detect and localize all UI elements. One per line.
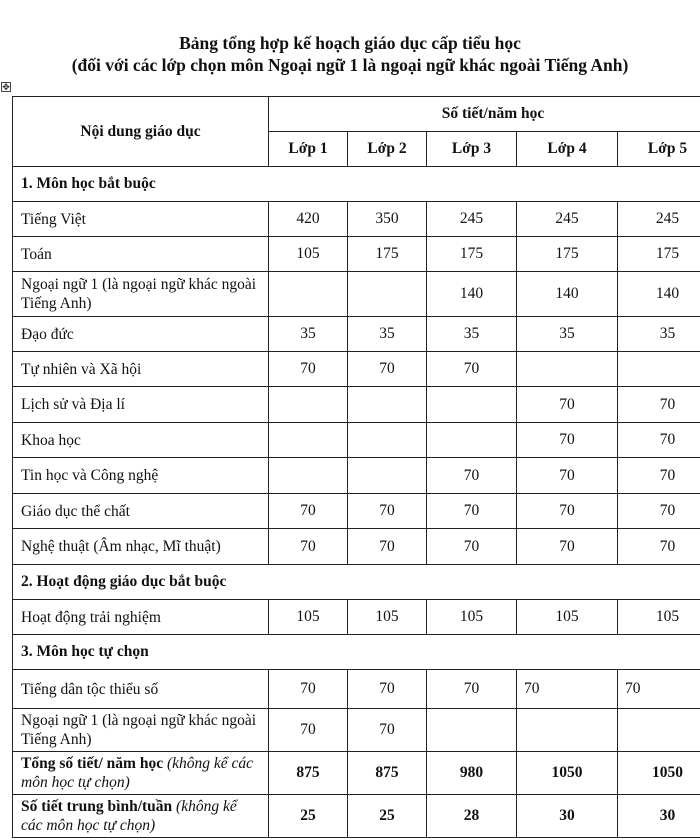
table-row bbox=[13, 458, 700, 494]
table-subtitle: (đối với các lớp chọn môn Ngoại ngữ 1 là ngoại ngữ khác ngoài Tiếng Anh) bbox=[71, 55, 629, 75]
cell-value: 245 bbox=[618, 202, 700, 237]
cell-value: 35 bbox=[517, 317, 618, 352]
row-label: Lịch sử và Địa lí bbox=[13, 387, 269, 423]
total-note: (không kể các môn học tự chọn) bbox=[21, 798, 237, 834]
grade-header: Lớp 1 bbox=[269, 132, 348, 167]
cell-value: 105 bbox=[269, 600, 348, 635]
table-row bbox=[13, 387, 700, 423]
periods-header: Số tiết/năm học bbox=[269, 97, 700, 132]
grade-header: Lớp 5 bbox=[618, 132, 700, 167]
education-plan-table bbox=[12, 96, 700, 838]
cell-value: 1050 bbox=[618, 752, 700, 795]
cell-value: 70 bbox=[618, 529, 700, 565]
cell-value: 35 bbox=[269, 317, 348, 352]
total-label bbox=[13, 795, 269, 838]
cell-value: 140 bbox=[618, 272, 700, 317]
row-label: Nghệ thuật (Âm nhạc, Mĩ thuật) bbox=[13, 529, 269, 565]
cell-value: 70 bbox=[517, 670, 618, 709]
total-label-bold: Số tiết trung bình/tuần bbox=[21, 798, 173, 815]
cell-value: 105 bbox=[618, 600, 700, 635]
cell-value: 70 bbox=[269, 494, 348, 529]
cell-value: 28 bbox=[427, 795, 517, 838]
table-row bbox=[13, 494, 700, 529]
cell-value bbox=[517, 352, 618, 387]
cell-value: 70 bbox=[517, 529, 618, 565]
cell-value: 175 bbox=[517, 237, 618, 272]
cell-value: 70 bbox=[348, 529, 427, 565]
table-row bbox=[13, 709, 700, 752]
table-row bbox=[13, 272, 700, 317]
cell-value: 35 bbox=[427, 317, 517, 352]
cell-value: 70 bbox=[269, 709, 348, 752]
cell-value bbox=[427, 709, 517, 752]
row-label: Tin học và Công nghệ bbox=[13, 458, 269, 494]
section-row bbox=[13, 565, 700, 600]
cell-value bbox=[348, 387, 427, 423]
cell-value: 105 bbox=[517, 600, 618, 635]
cell-value: 70 bbox=[348, 494, 427, 529]
cell-value: 70 bbox=[517, 387, 618, 423]
cell-value: 245 bbox=[517, 202, 618, 237]
cell-value: 105 bbox=[348, 600, 427, 635]
cell-value: 175 bbox=[348, 237, 427, 272]
total-label bbox=[13, 752, 269, 795]
cell-value: 70 bbox=[348, 709, 427, 752]
table-row bbox=[13, 352, 700, 387]
cell-value bbox=[618, 352, 700, 387]
total-row bbox=[13, 795, 700, 838]
grade-header: Lớp 2 bbox=[348, 132, 427, 167]
cell-value: 70 bbox=[427, 458, 517, 494]
cell-value bbox=[348, 458, 427, 494]
cell-value: 70 bbox=[618, 387, 700, 423]
grade-header: Lớp 4 bbox=[517, 132, 618, 167]
cell-value: 350 bbox=[348, 202, 427, 237]
cell-value: 140 bbox=[517, 272, 618, 317]
cell-value: 70 bbox=[618, 670, 700, 709]
section-title: 1. Môn học bắt buộc bbox=[13, 167, 700, 202]
move-cross-icon[interactable]: ✥ bbox=[2, 83, 10, 93]
cell-value: 875 bbox=[269, 752, 348, 795]
cell-value bbox=[348, 272, 427, 317]
cell-value bbox=[618, 709, 700, 752]
cell-value: 30 bbox=[517, 795, 618, 838]
row-label: Hoạt động trải nghiệm bbox=[13, 600, 269, 635]
cell-value: 25 bbox=[348, 795, 427, 838]
cell-value bbox=[427, 423, 517, 458]
row-label: Ngoại ngữ 1 (là ngoại ngữ khác ngoài Tiếng Anh) bbox=[13, 709, 269, 752]
cell-value bbox=[269, 458, 348, 494]
section-title: 2. Hoạt động giáo dục bắt buộc bbox=[13, 565, 700, 600]
cell-value: 70 bbox=[618, 423, 700, 458]
row-label: Giáo dục thể chất bbox=[13, 494, 269, 529]
row-label: Khoa học bbox=[13, 423, 269, 458]
cell-value bbox=[269, 387, 348, 423]
cell-value: 70 bbox=[269, 529, 348, 565]
cell-value: 70 bbox=[517, 423, 618, 458]
cell-value: 175 bbox=[427, 237, 517, 272]
cell-value: 70 bbox=[427, 494, 517, 529]
cell-value: 35 bbox=[348, 317, 427, 352]
table-row bbox=[13, 237, 700, 272]
cell-value: 70 bbox=[618, 494, 700, 529]
content-column-header: Nội dung giáo dục bbox=[13, 97, 269, 167]
cell-value: 70 bbox=[427, 529, 517, 565]
grade-header: Lớp 3 bbox=[427, 132, 517, 167]
cell-value bbox=[269, 423, 348, 458]
row-label: Đạo đức bbox=[13, 317, 269, 352]
section-row bbox=[13, 635, 700, 670]
cell-value: 70 bbox=[348, 670, 427, 709]
row-label: Tiếng dân tộc thiểu số bbox=[13, 670, 269, 709]
cell-value: 875 bbox=[348, 752, 427, 795]
cell-value bbox=[517, 709, 618, 752]
row-label: Ngoại ngữ 1 (là ngoại ngữ khác ngoài Tiếng Anh) bbox=[13, 272, 269, 317]
cell-value: 105 bbox=[427, 600, 517, 635]
cell-value: 35 bbox=[618, 317, 700, 352]
cell-value: 140 bbox=[427, 272, 517, 317]
cell-value: 70 bbox=[427, 670, 517, 709]
cell-value: 70 bbox=[269, 670, 348, 709]
cell-value: 70 bbox=[427, 352, 517, 387]
cell-value: 245 bbox=[427, 202, 517, 237]
cell-value: 420 bbox=[269, 202, 348, 237]
cell-value: 70 bbox=[618, 458, 700, 494]
cell-value: 70 bbox=[348, 352, 427, 387]
row-label: Tự nhiên và Xã hội bbox=[13, 352, 269, 387]
cell-value: 175 bbox=[618, 237, 700, 272]
table-row bbox=[13, 317, 700, 352]
cell-value: 25 bbox=[269, 795, 348, 838]
cell-value: 1050 bbox=[517, 752, 618, 795]
cell-value: 70 bbox=[269, 352, 348, 387]
table-row bbox=[13, 202, 700, 237]
table-title: Bảng tổng hợp kế hoạch giáo dục cấp tiểu học bbox=[179, 33, 521, 53]
total-note: (không kể các môn học tự chọn) bbox=[21, 755, 254, 791]
cell-value: 30 bbox=[618, 795, 700, 838]
cell-value bbox=[348, 423, 427, 458]
cell-value: 70 bbox=[517, 458, 618, 494]
table-row bbox=[13, 670, 700, 709]
cell-value bbox=[269, 272, 348, 317]
section-row bbox=[13, 167, 700, 202]
cell-value: 70 bbox=[517, 494, 618, 529]
cell-value: 980 bbox=[427, 752, 517, 795]
table-row bbox=[13, 600, 700, 635]
row-label: Tiếng Việt bbox=[13, 202, 269, 237]
table-row bbox=[13, 423, 700, 458]
total-label-bold: Tổng số tiết/ năm học bbox=[21, 755, 164, 772]
cell-value bbox=[427, 387, 517, 423]
table-row bbox=[13, 529, 700, 565]
cell-value: 105 bbox=[269, 237, 348, 272]
row-label: Toán bbox=[13, 237, 269, 272]
total-row bbox=[13, 752, 700, 795]
section-title: 3. Môn học tự chọn bbox=[13, 635, 700, 670]
